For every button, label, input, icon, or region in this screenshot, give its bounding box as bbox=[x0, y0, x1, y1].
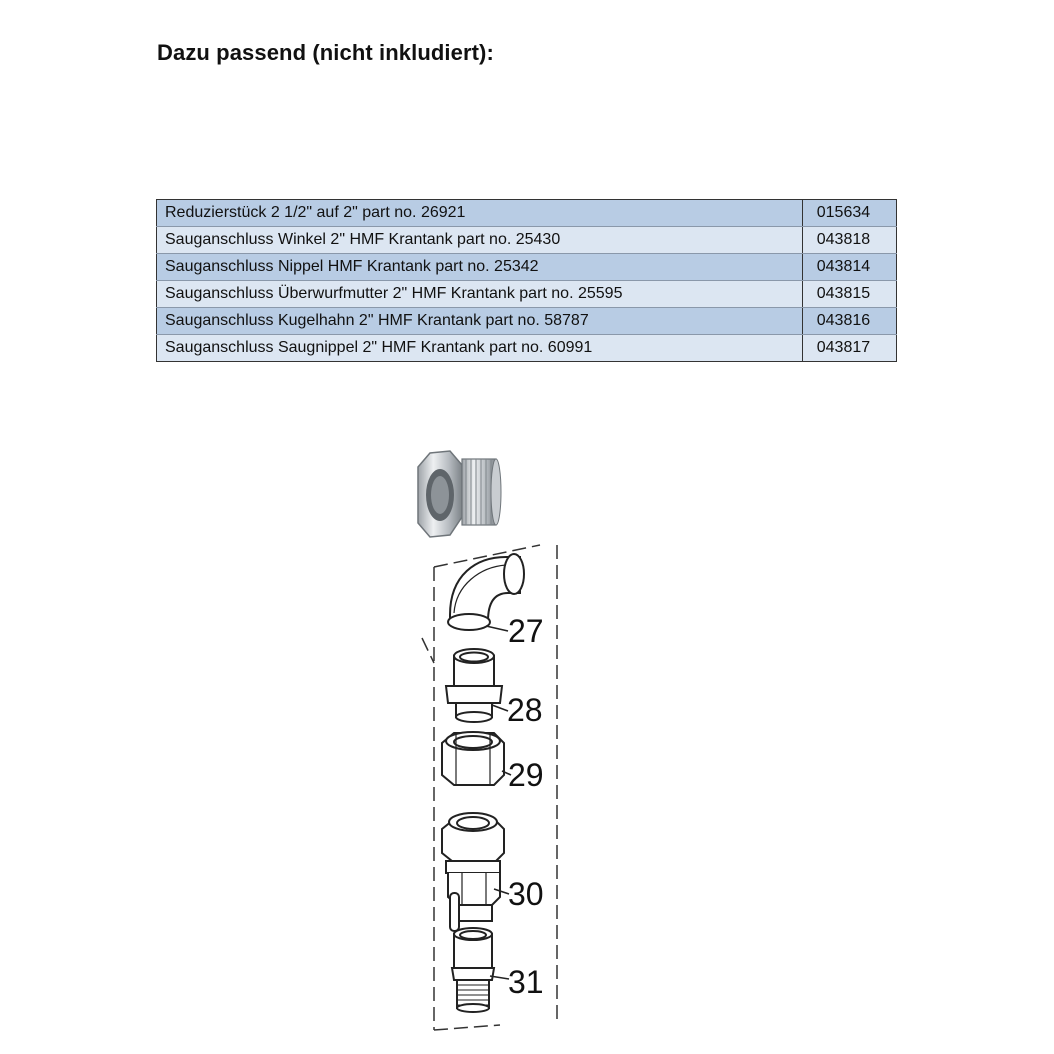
part-code: 043816 bbox=[802, 308, 896, 335]
part-code: 015634 bbox=[802, 200, 896, 227]
hose-nipple-drawing bbox=[452, 928, 494, 1012]
reducer-fitting-image bbox=[418, 451, 501, 537]
table-row bbox=[157, 281, 897, 308]
callout-28: 28 bbox=[507, 692, 543, 728]
callout-27: 27 bbox=[508, 613, 544, 649]
nipple-fitting-drawing bbox=[446, 649, 502, 722]
table-row bbox=[157, 308, 897, 335]
part-description: Sauganschluss Saugnippel 2" HMF Krantank part no. 60991 bbox=[157, 335, 803, 362]
page-heading: Dazu passend (nicht inkludiert): bbox=[157, 40, 494, 65]
part-description: Sauganschluss Winkel 2" HMF Krantank part no. 25430 bbox=[157, 227, 803, 254]
part-code: 043817 bbox=[802, 335, 896, 362]
table-row bbox=[157, 227, 897, 254]
callout-leader bbox=[486, 626, 508, 631]
parts-table bbox=[156, 199, 897, 362]
part-code: 043818 bbox=[802, 227, 896, 254]
table-row bbox=[157, 335, 897, 362]
callout-leader bbox=[492, 705, 508, 711]
callout-31: 31 bbox=[508, 964, 544, 1000]
part-description: Sauganschluss Nippel HMF Krantank part no. 25342 bbox=[157, 254, 803, 281]
part-code: 043814 bbox=[802, 254, 896, 281]
part-description: Sauganschluss Kugelhahn 2" HMF Krantank part no. 58787 bbox=[157, 308, 803, 335]
part-description: Sauganschluss Überwurfmutter 2" HMF Krantank part no. 25595 bbox=[157, 281, 803, 308]
ball-valve-drawing bbox=[442, 813, 504, 931]
union-nut-drawing bbox=[442, 732, 504, 785]
callout-29: 29 bbox=[508, 757, 544, 793]
part-code: 043815 bbox=[802, 281, 896, 308]
table-row bbox=[157, 200, 897, 227]
callout-30: 30 bbox=[508, 876, 544, 912]
table-row bbox=[157, 254, 897, 281]
exploded-parts-diagram bbox=[410, 445, 610, 1045]
part-description: Reduzierstück 2 1/2" auf 2" part no. 26921 bbox=[157, 200, 803, 227]
